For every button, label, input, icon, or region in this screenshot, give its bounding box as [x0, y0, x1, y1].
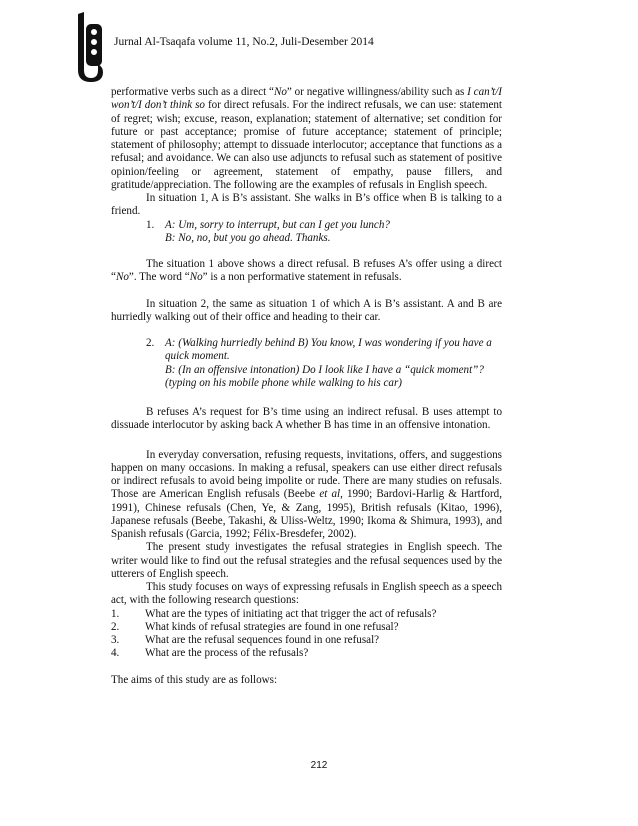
example-2: 2. A: (Walking hurriedly behind B) You know, I was wondering if you have a quick moment. B: (In an offensive intonation) Do I look like I have a “quick moment”? (typing on his mobile phone while walking to his car) — [146, 337, 492, 389]
aims-intro: The aims of this study are as follows: — [111, 673, 278, 686]
page-body — [111, 86, 502, 687]
journal-header: Jurnal Al-Tsaqafa volume 11, No.2, Juli-Desember 2014 — [114, 36, 374, 48]
paragraph-present-study: The present study investigates the refusal strategies in English speech. The writer would like to find out the refusal strategies and the refusal sequences used by the utterers of English speech. — [111, 541, 502, 580]
research-questions — [111, 608, 502, 661]
paragraph-everyday-conversation: In everyday conversation, refusing requests, invitations, offers, and suggestions happen on many occasions. In making a refusal, speakers can use either direct refusals or indirect refusals to avoid being impolite or rude. There are many studies on refusals. Those are American English refusals (Beebe et al, 1990; Bardovi-Harlig & Hartford, 1991), Chinese refusals (Chen, Ye, & Zang, 1995), British refusals (Kitao, 1996), Japanese refusals (Beebe, Takashi, & Uliss-Weltz, 1990; Ikoma & Shimura, 1993), and Spanish refusals (Garcia, 1992; Félix-Bresdefer, 2002). — [111, 448, 502, 540]
paragraph-refusal-types: performative verbs such as a direct “No” or negative willingness/ability such as I can’t/I won’t/I don’t think so for direct refusals. For the indirect refusals, we can use: statement of regret; wish; excuse, reason, explanation; statement of alternative; set condition for future or past acceptance; promise of future acceptance; statement of principle; statement of philosophy; attempt to dissuade interlocutor; acceptance that functions as a refusal; and avoidance. We can also use adjuncts to refusal such as statement of positive opinion/feeling or agreement, statement of empathy, pause fillers, and gratitude/appreciation. The following are the examples of refusals in English speech. — [111, 86, 502, 191]
paragraph-focus: This study focuses on ways of expressing refusals in English speech as a speech act, with the following research questions: — [111, 581, 502, 607]
page-number: 212 — [310, 760, 328, 771]
situation-2-analysis: B refuses A’s request for B’s time using an indirect refusal. B uses attempt to dissuade interlocutor by asking back A whether B has time in an offensive intonation. — [111, 406, 502, 432]
example-1: 1. A: Um, sorry to interrupt, but can I get you lunch? B: No, no, but you go ahead. Thanks. — [146, 218, 390, 244]
situation-1-intro: In situation 1, A is B’s assistant. She walks in B’s office when B is talking to a friend. — [111, 192, 502, 218]
situation-1-analysis: The situation 1 above shows a direct refusal. B refuses A’s offer using a direct “No”. The word “No” is a non performative statement in refusals. — [111, 258, 502, 284]
list-item: 2. What kinds of refusal strategies are found in one refusal? — [111, 620, 399, 633]
list-item: 3. What are the refusal sequences found in one refusal? — [111, 634, 380, 646]
list-item: 4. What are the process of the refusals? — [111, 647, 309, 660]
journal-logo — [76, 12, 106, 82]
list-item: 1. What are the types of initiating act that trigger the act of refusals? — [111, 607, 437, 620]
situation-2-intro: In situation 2, the same as situation 1 of which A is B’s assistant. A and B are hurriedly walking out of their office and heading to their car. — [111, 297, 502, 323]
